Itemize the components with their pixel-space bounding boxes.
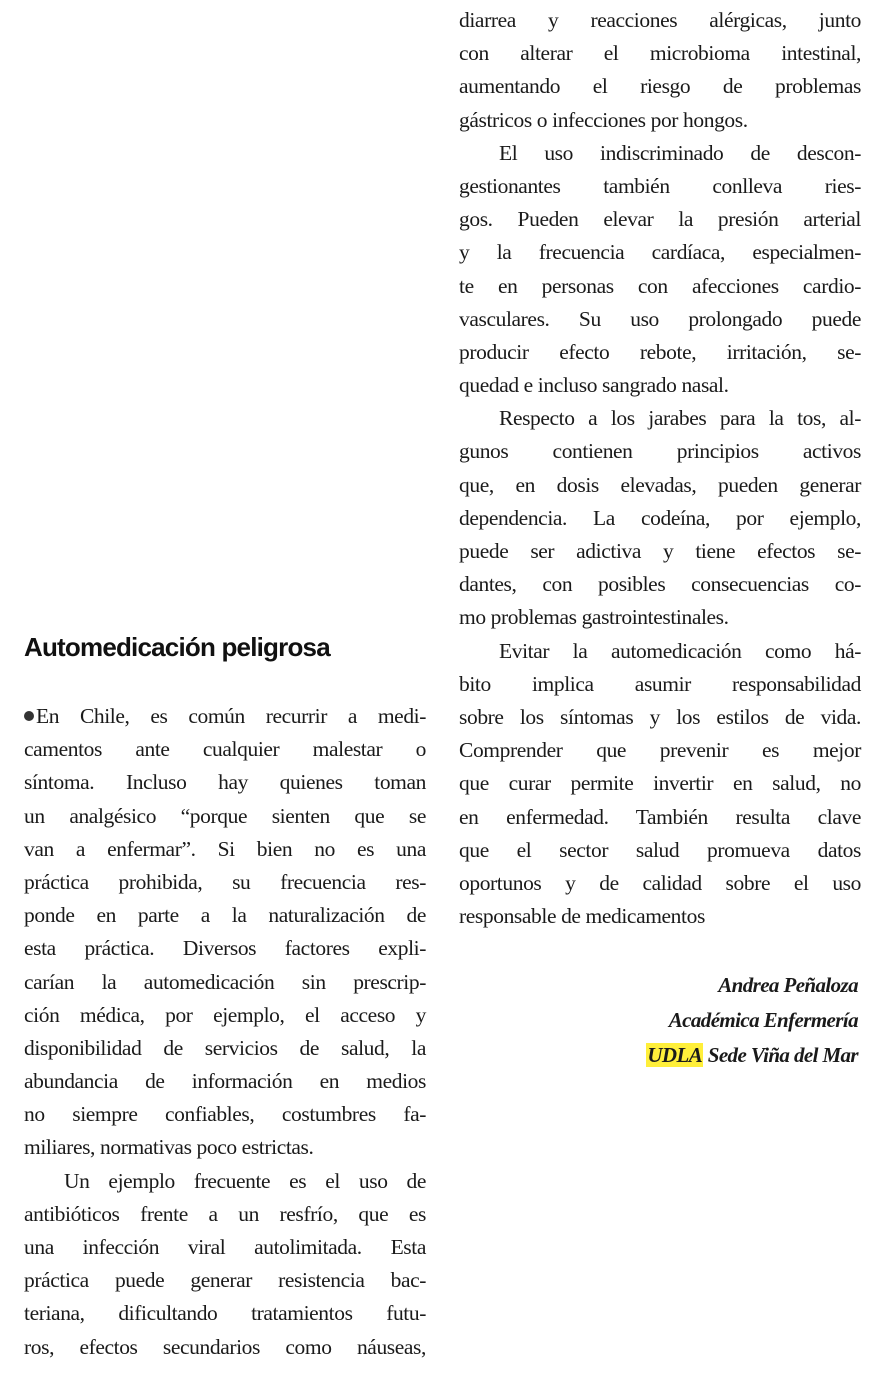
text-line: bito implica asumir responsabilidad: [459, 671, 861, 696]
text-line: práctica prohibida, su frecuencia res-: [24, 869, 426, 894]
text-line: mo problemas gastrointestinales.: [459, 605, 729, 630]
bullet-icon: [24, 711, 34, 721]
text-line: En Chile, es común recurrir a medi-: [24, 700, 426, 733]
text-line: en enfermedad. También resulta clave: [459, 804, 861, 829]
text-line: vasculares. Su uso prolongado puede: [459, 306, 861, 331]
text-line: dantes, con posibles consecuencias co-: [459, 572, 861, 597]
text-line: teriana, dificultando tratamientos futu-: [24, 1301, 426, 1326]
author-byline: [646, 968, 858, 1073]
text-line: oportunos y de calidad sobre el uso: [459, 870, 861, 895]
right-column: [459, 4, 861, 933]
text-line: aumentando el riesgo de problemas: [459, 74, 861, 99]
text-line: dependencia. La codeína, por ejemplo,: [459, 505, 861, 530]
text-line: una infección viral autolimitada. Esta: [24, 1235, 426, 1259]
text-line: síntoma. Incluso hay quienes toman: [24, 770, 426, 795]
text-line: esta práctica. Diversos factores expli-: [24, 936, 426, 961]
text-line: un analgésico “porque sienten que se: [24, 803, 426, 828]
text-line: ción médica, por ejemplo, el acceso y: [24, 1002, 426, 1027]
text-line: miliares, normativas poco estrictas.: [24, 1135, 314, 1160]
text-line: te en personas con afecciones cardio-: [459, 273, 861, 298]
text-line: gunos contienen principios activos: [459, 439, 861, 464]
text-line: que, en dosis elevadas, pueden generar: [459, 472, 861, 497]
text-line: con alterar el microbioma intestinal,: [459, 41, 861, 66]
text-line: gástricos o infecciones por hongos.: [459, 107, 748, 132]
author-institution: [646, 1038, 858, 1073]
author-name: Andrea Peñaloza: [718, 973, 858, 997]
text-line: sobre los síntomas y los estilos de vida.: [459, 704, 861, 729]
text-line: producir efecto rebote, irritación, se-: [459, 339, 861, 364]
text-line: Un ejemplo frecuente es el uso de: [64, 1168, 426, 1193]
left-column: [24, 700, 426, 1364]
text-line: puede ser adictiva y tiene efectos se-: [459, 539, 861, 563]
text-line: gos. Pueden elevar la presión arterial: [459, 207, 861, 232]
text-line: y la frecuencia cardíaca, especialmen-: [459, 240, 861, 265]
text-line: antibióticos frente a un resfrío, que es: [24, 1201, 426, 1226]
article-headline: Automedicación peligrosa: [24, 632, 330, 662]
author-role: Académica Enfermería: [668, 1008, 858, 1032]
text-line: abundancia de información en medios: [24, 1069, 426, 1094]
text-line: que curar permite invertir en salud, no: [459, 771, 861, 796]
text-line: gestionantes también conlleva ries-: [459, 173, 861, 198]
text-line: Evitar la automedicación como há-: [499, 638, 861, 663]
text-line: Comprender que prevenir es mejor: [459, 738, 861, 763]
text-line: quedad e incluso sangrado nasal.: [459, 373, 729, 398]
institution-campus: Sede Viña del Mar: [703, 1043, 858, 1067]
text-line: diarrea y reacciones alérgicas, junto: [459, 8, 861, 32]
text-line: camentos ante cualquier malestar o: [24, 737, 426, 762]
institution-highlight: UDLA: [647, 1043, 703, 1067]
text-line: ros, efectos secundarios como náuseas,: [24, 1334, 426, 1359]
text-line: responsable de medicamentos: [459, 904, 705, 929]
text-line: práctica puede generar resistencia bac-: [24, 1268, 426, 1293]
text-line: que el sector salud promueva datos: [459, 837, 861, 862]
text-line: Respecto a los jarabes para la tos, al-: [499, 406, 861, 431]
text-line: van a enfermar”. Si bien no es una: [24, 836, 426, 861]
text-line: El uso indiscriminado de descon-: [499, 140, 861, 165]
text-line: carían la automedicación sin prescrip-: [24, 969, 426, 994]
text-line: disponibilidad de servicios de salud, la: [24, 1035, 426, 1060]
text-line: ponde en parte a la naturalización de: [24, 903, 426, 928]
text-line: no siempre confiables, costumbres fa-: [24, 1102, 426, 1127]
